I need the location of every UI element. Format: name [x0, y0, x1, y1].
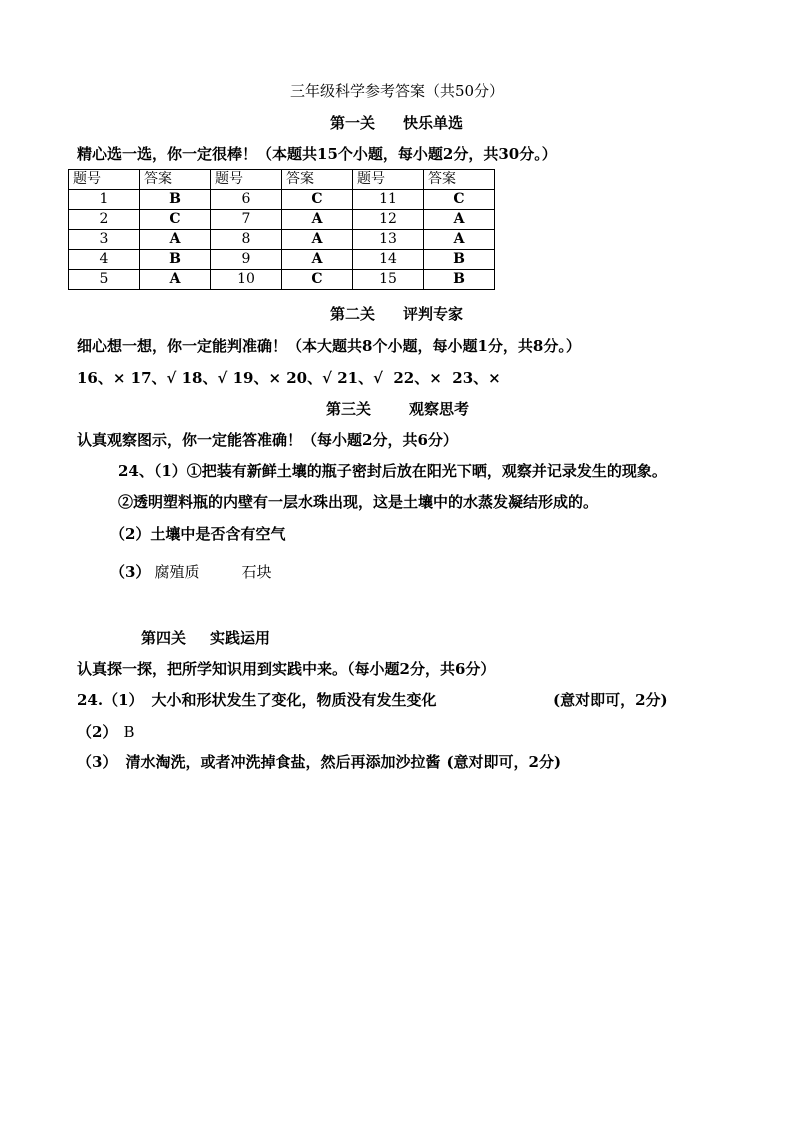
- answer-cell: C: [282, 190, 353, 210]
- question-number-cell: 10: [211, 270, 282, 290]
- section-4-instruction: 认真探一探，把所学知识用到实践中来。（每小题2分，共6分）: [77, 660, 496, 678]
- question-number-cell: 8: [211, 230, 282, 250]
- question-number-cell: 11: [353, 190, 424, 210]
- answer-cell: C: [282, 270, 353, 290]
- section-2-heading: [330, 304, 463, 324]
- question-number-cell: 7: [211, 210, 282, 230]
- section-3-instruction: 认真观察图示，你一定能答准确！（每小题2分，共6分）: [77, 431, 458, 449]
- question-number-cell: 5: [69, 270, 140, 290]
- section-2-heading-a: 第二关: [330, 305, 376, 323]
- q24-part1-observation: ②透明塑料瓶的内壁有一层水珠出现，这是土壤中的水蒸发凝结形成的。: [118, 493, 599, 511]
- table-header-cell: 答案: [424, 170, 495, 190]
- s4-q1-answer: 大小和形状发生了变化，物质没有发生变化: [151, 691, 437, 709]
- question-number-cell: 2: [69, 210, 140, 230]
- s4-q3: [77, 752, 561, 772]
- section-2-instruction: 细心想一想，你一定能判准确！（本大题共8个小题，每小题1分，共8分。）: [77, 337, 581, 355]
- section-3-heading-b: 观察思考: [409, 400, 470, 418]
- q24-part3-answer-b: 石块: [241, 563, 272, 581]
- question-number-cell: 6: [211, 190, 282, 210]
- table-row: [69, 230, 495, 250]
- question-number-cell: 4: [69, 250, 140, 270]
- s4-q2-label: （2）: [77, 723, 118, 741]
- section-1-heading-b: 快乐单选: [403, 114, 464, 132]
- q24-part3-answer-a: 腐殖质: [154, 563, 200, 581]
- table-row: [69, 270, 495, 290]
- q24-part1: 24、（1）①把装有新鲜土壤的瓶子密封后放在阳光下晒，观察并记录发生的现象。: [118, 462, 667, 480]
- answer-cell: A: [424, 210, 495, 230]
- answer-cell: B: [424, 250, 495, 270]
- section-2-answers: 16、× 17、√ 18、√ 19、× 20、√ 21、√ 22、× 23、×: [77, 369, 501, 387]
- section-1-heading: [330, 113, 463, 133]
- s4-q3-note: (意对即可，2分): [446, 753, 562, 771]
- s4-q3-answer: 清水淘洗，或者冲洗掉食盐，然后再添加沙拉酱: [125, 753, 441, 771]
- answer-cell: C: [424, 190, 495, 210]
- table-header-cell: 题号: [353, 170, 424, 190]
- answer-cell: A: [424, 230, 495, 250]
- table-row: [69, 210, 495, 230]
- question-number-cell: 9: [211, 250, 282, 270]
- question-number-cell: 1: [69, 190, 140, 210]
- q24-part3: [110, 562, 271, 582]
- s4-q2-answer: B: [123, 723, 135, 741]
- section-1-heading-a: 第一关: [330, 114, 376, 132]
- table-header-cell: 题号: [69, 170, 140, 190]
- answer-cell: A: [282, 250, 353, 270]
- answer-cell: A: [140, 270, 211, 290]
- section-4-heading-a: 第四关: [141, 629, 187, 647]
- question-number-cell: 12: [353, 210, 424, 230]
- answer-cell: B: [424, 270, 495, 290]
- table-header-cell: 答案: [282, 170, 353, 190]
- answer-cell: A: [282, 230, 353, 250]
- section-1-instruction: 精心选一选，你一定很棒！（本题共15个小题，每小题2分，共30分。）: [77, 145, 557, 163]
- section-2-heading-b: 评判专家: [403, 305, 464, 323]
- s4-q1: [77, 690, 437, 710]
- question-number-cell: 3: [69, 230, 140, 250]
- s4-q2: [77, 722, 134, 742]
- question-number-cell: 13: [353, 230, 424, 250]
- answer-cell: A: [140, 230, 211, 250]
- section-3-heading-a: 第三关: [326, 400, 372, 418]
- page-title: 三年级科学参考答案（共50分）: [289, 82, 505, 100]
- s4-q1-note: (意对即可，2分): [553, 691, 668, 709]
- question-number-cell: 15: [353, 270, 424, 290]
- answer-cell: A: [282, 210, 353, 230]
- table-row: [69, 190, 495, 210]
- section-4-heading: [141, 628, 270, 648]
- question-number-cell: 14: [353, 250, 424, 270]
- answer-cell: B: [140, 250, 211, 270]
- answer-table: [68, 169, 495, 290]
- table-header-row: [69, 170, 495, 190]
- section-4-heading-b: 实践运用: [210, 629, 271, 647]
- s4-q1-label: 24.（1）: [77, 691, 144, 709]
- table-header-cell: 答案: [140, 170, 211, 190]
- table-header-cell: 题号: [211, 170, 282, 190]
- table-row: [69, 250, 495, 270]
- q24-part2: （2）土壤中是否含有空气: [110, 525, 286, 543]
- s4-q3-label: （3）: [77, 753, 118, 771]
- answer-cell: C: [140, 210, 211, 230]
- q24-part3-label: （3）: [110, 563, 151, 581]
- answer-cell: B: [140, 190, 211, 210]
- section-3-heading: [326, 399, 469, 419]
